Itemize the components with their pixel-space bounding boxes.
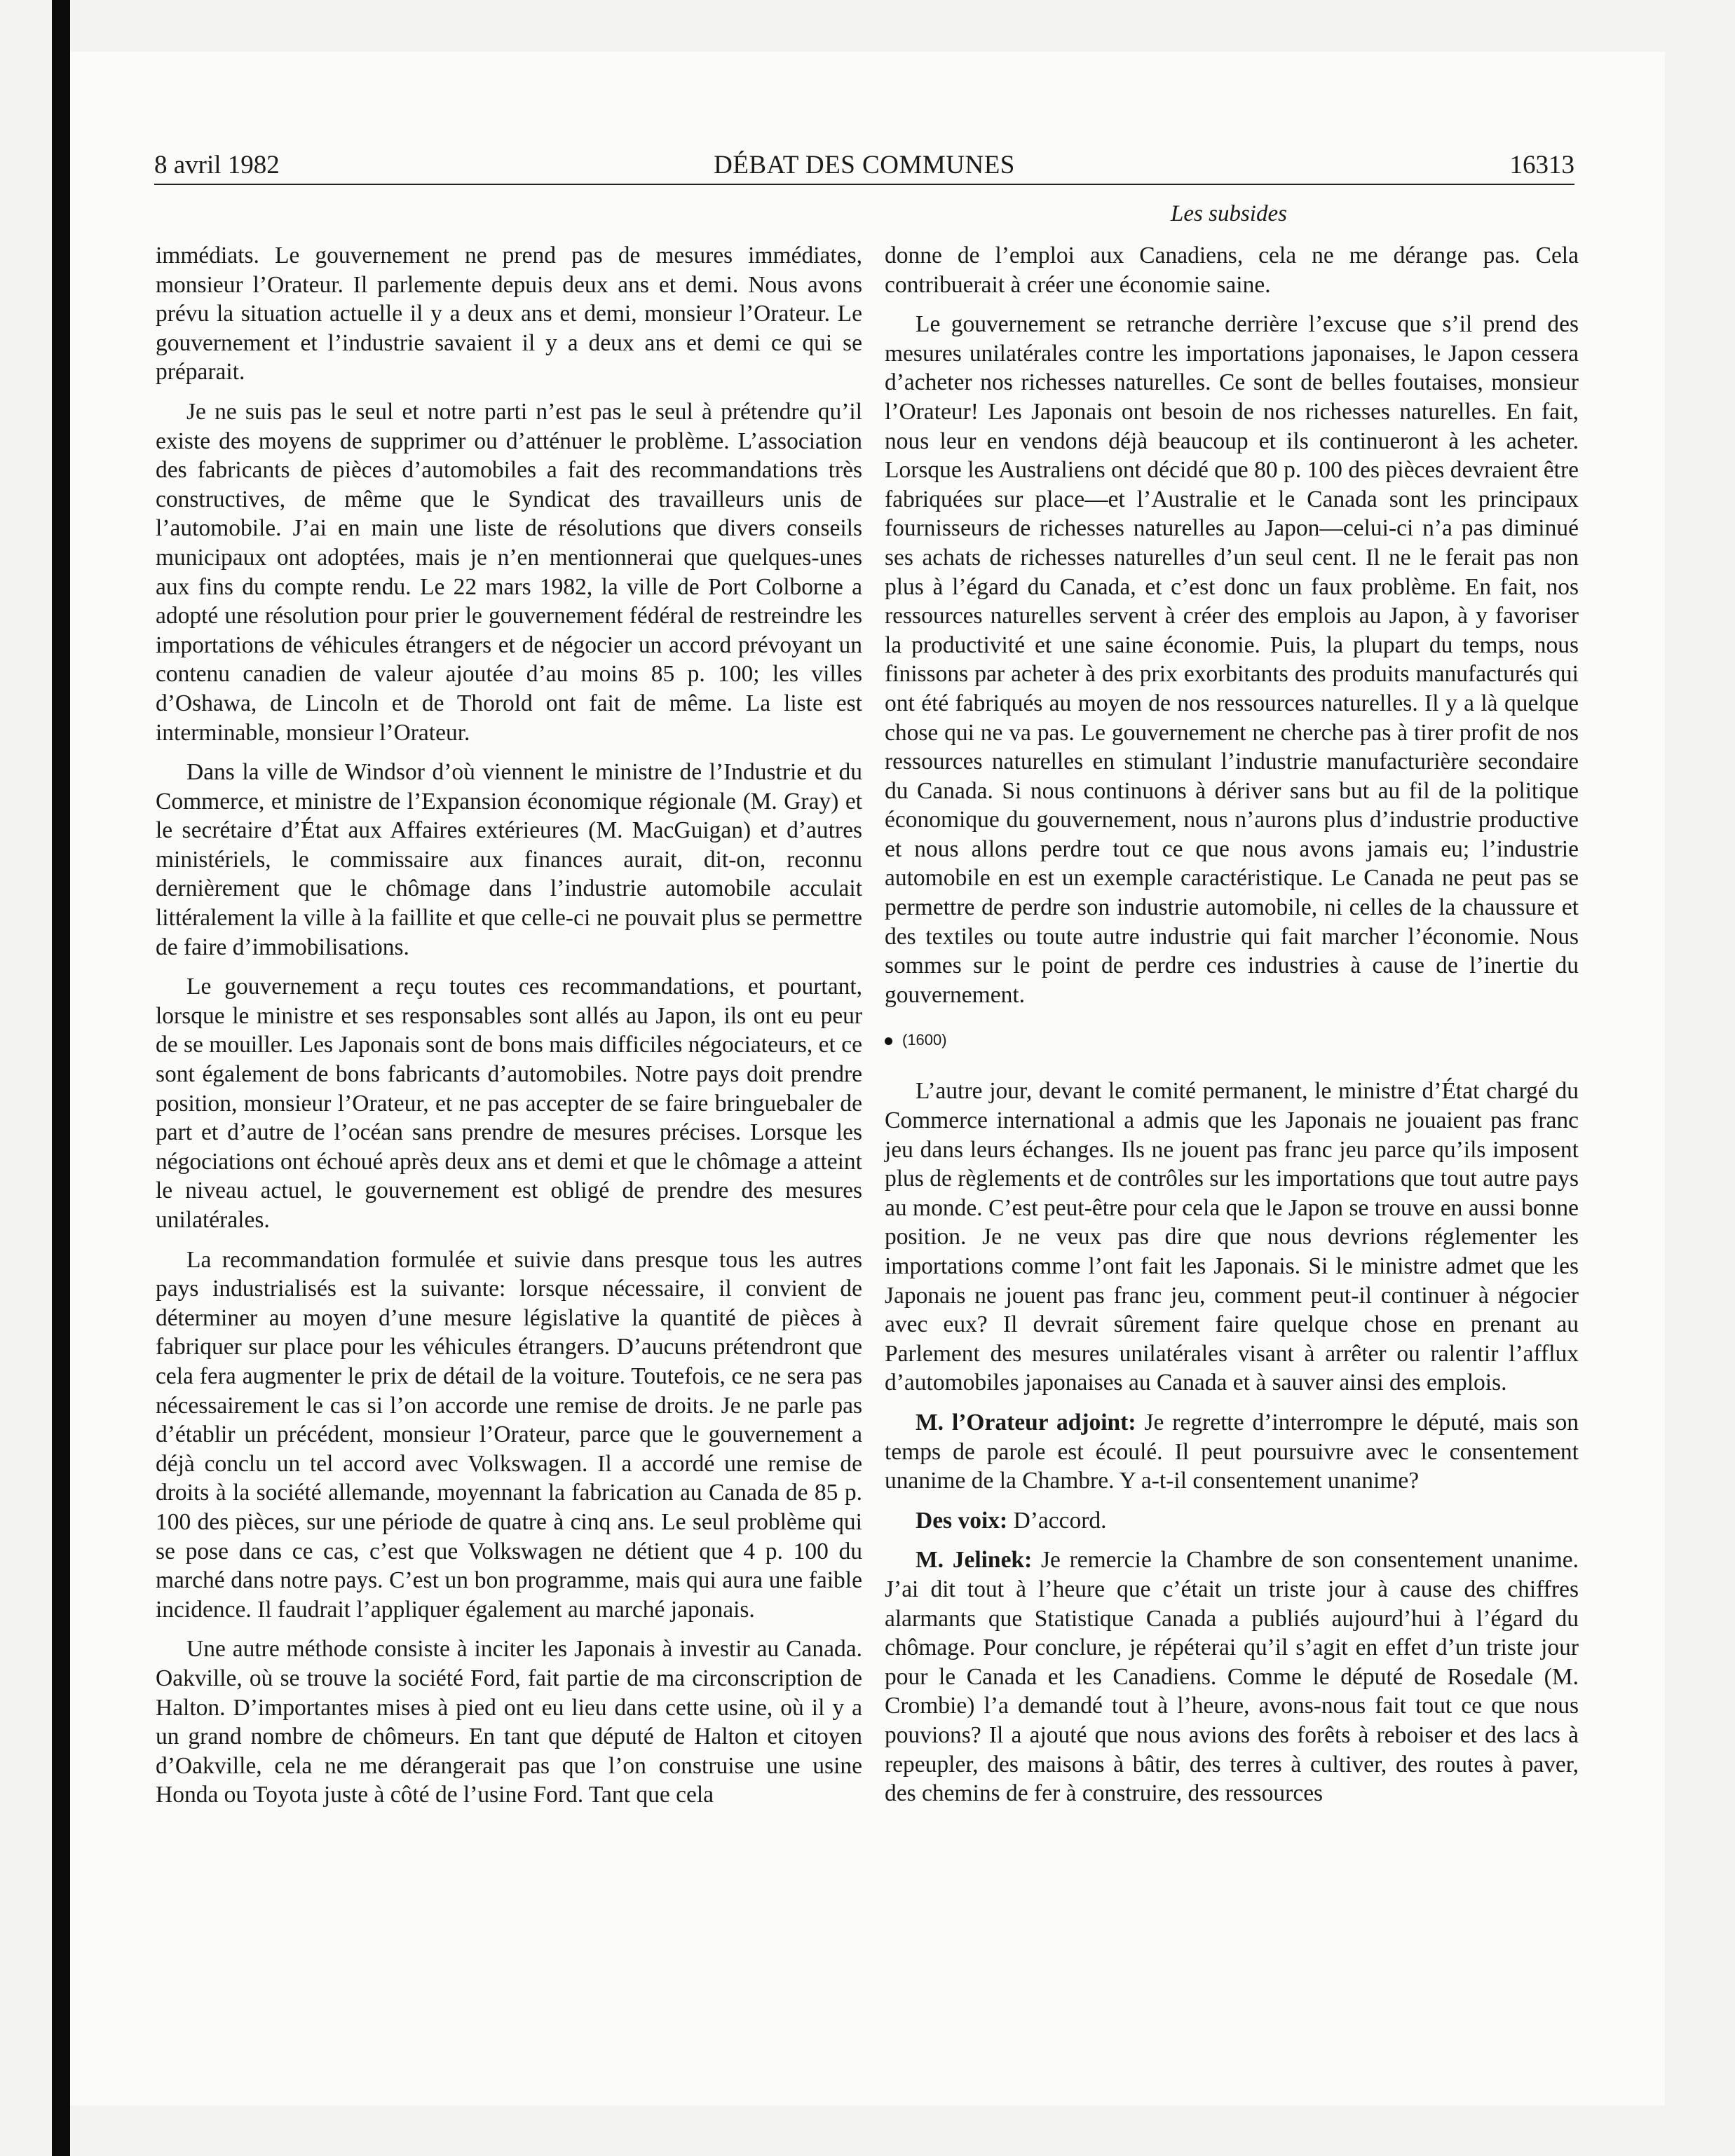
right-paragraph-2: Le gouvernement se retranche derrière l’excuse que s’il prend des mesures unilatérales contre les importations japonaises, le Japon cessera d’acheter nos richesses naturelles. Ce sont de belles foutaises, monsieur l’Orateur! Les Japonais ont besoin de nos richesses naturelles. En fait, nous leur en vendons déjà beaucoup et ils continueront à les acheter. Lorsque les Australiens ont décidé que 80 p. 100 des pièces devraient être fabriquées sur place—et l’Australie et le Canada sont les principaux fournisseurs de richesses naturelles au Japon—celui-ci n’a pas diminué ses achats de richesses naturelles d’un seul cent. Il ne le ferait pas non plus à l’égard du Canada, et c’est donc un faux problème. En fait, nos ressources naturelles servent à créer des emplois au Japon, à y favoriser la productivité et une saine économie. Puis, la plupart du temps, nous finissons par acheter à des prix exorbitants des produits manufacturés qui ont été fabriqués au moyen de nos ressources naturelles. Il y a là quelque chose qui ne va pas. Le gouvernement ne cherche pas à tirer profit de nos ressources naturelles en stimulant l’industrie manufacturière secondaire du Canada. Si nous continuons à dériver sans but au fil de la politique économique du gouvernement, nous n’aurons plus d’industrie productive et nous allons perdre tout ce que nous avons jamais eu; l’industrie automobile en est un exemple caractéristique. Le Canada ne peut pas se permettre de perdre son industrie automobile, ni celles de la chaussure et des textiles ou toute autre industrie qui fait marcher l’économie. Nous sommes sur le point de perdre ces industries à cause de l’inertie du gouvernement. — [885, 311, 1579, 1008]
left-paragraph-6: Une autre méthode consiste à inciter les Japonais à investir au Canada. Oakville, où se trouve la société Ford, fait partie de ma circonscription de Halton. D’importantes mises à pied ont eu lieu dans cette usine, où il y a un grand nombre de chômeurs. En tant que député de Halton et citoyen d’Oakville, cela ne me dérangerait pas que l’on construise une usine Honda ou Toyota juste à côté de l’usine Ford. Tant que cela — [156, 1636, 862, 1808]
speaker-label: M. l’Orateur adjoint: — [916, 1409, 1136, 1435]
left-paragraph-2: Je ne suis pas le seul et notre parti n’est pas le seul à prétendre qu’il existe des moyens de supprimer ou d’atténuer le problème. L’association des fabricants de pièces d’automobiles a fait des recommandations très constructives, de même que le Syndicat des travailleurs unis de l’automobile. J’ai en main une liste de résolutions que divers conseils municipaux ont adoptées, mais je n’en mentionnerai que quelques-unes aux fins du compte rendu. Le 22 mars 1982, la ville de Port Colborne a adopté une résolution pour prier le gouvernement fédéral de restreindre les importations de véhicules étrangers et de négocier un accord prévoyant un contenu canadien de valeur ajoutée d’au moins 85 p. 100; les villes d’Oshawa, de Lincoln et de Thorold ont fait de même. La liste est interminable, monsieur l’Orateur. — [156, 398, 862, 746]
speech-voices — [885, 1506, 1579, 1536]
speech-text: D’accord. — [1013, 1507, 1107, 1534]
time-marker-text: (1600) — [902, 1031, 947, 1049]
left-column — [156, 241, 862, 1820]
left-paragraph-4: Le gouvernement a reçu toutes ces recommandations, et pourtant, lorsque le ministre et ses responsables sont allés au Japon, ils ont eu peur de se mouiller. Les Japonais sont de bons mais difficiles négociateurs, et ce sont également de bons fabricants d’automobiles. Notre pays doit prendre position, monsieur l’Orateur, et ne pas accepter de se faire bringuebaler de part et d’autre de l’océan sans prendre de mesures précises. Lorsque les négociations ont échoué après deux ans et demi et que le chômage a atteint le niveau actuel, le gouvernement est obligé de prendre des mesures unilatérales. — [156, 974, 862, 1233]
right-paragraph-1: donne de l’emploi aux Canadiens, cela ne me dérange pas. Cela contribuerait à créer une économie saine. — [885, 243, 1579, 298]
speaker-label: M. Jelinek: — [916, 1547, 1033, 1574]
bullet-icon — [885, 1037, 892, 1045]
header-page-number: 16313 — [1509, 151, 1574, 179]
section-title: Les subsides — [1171, 201, 1287, 226]
header-publication: DÉBAT DES COMMUNES — [714, 151, 1015, 179]
speech-deputy-speaker — [885, 1408, 1579, 1496]
scan-edge — [52, 0, 70, 2156]
speech-text: Je remercie la Chambre de son consentement unanime. J’ai dit tout à l’heure que c’était un triste jour à cause des chiffres alarmants que Statistique Canada a publiés aujourd’hui à l’égard du chômage. Pour conclure, je répéterai qu’il s’agit en effet d’un triste jour pour le Canada et les Canadiens. Comme le député de Rosedale (M. Crombie) l’a demandé tout à l’heure, avons-nous fait tout ce que nous pouvions? Il a ajouté que nous avions des forêts à reboiser et des lacs à repeupler, des maisons à bâtir, des terres à cultiver, des routes à paver, des chemins de fer à construire, des ressources — [885, 1547, 1579, 1807]
header-date: 8 avril 1982 — [154, 151, 280, 179]
time-marker — [885, 1028, 1579, 1053]
right-paragraph-3: L’autre jour, devant le comité permanent, le ministre d’État chargé du Commerce international a admis que les Japonais ne jouaient pas franc jeu dans leurs échanges. Ils ne jouent pas franc jeu parce qu’ils imposent plus de règlements et de contrôles sur les importations que tout autre pays au monde. C’est peut-être pour cela que le Japon se trouve en aussi bonne position. Je ne veux pas dire que nous devrions réglementer les importations comme l’ont fait les Japonais. Si le ministre admet que les Japonais ne jouent pas franc jeu, comment peut-il continuer à négocier avec eux? Il devrait sûrement faire quelque chose en prenant au Parlement des mesures unilatérales visant à arrêter ou ralentir l’afflux d’automobiles japonaises au Canada et à sauver ainsi des emplois. — [885, 1078, 1579, 1396]
speaker-label: Des voix: — [916, 1507, 1008, 1534]
page-header — [154, 150, 1574, 181]
speech-text: Je regrette d’interrompre le député, mais son temps de parole est écoulé. Il peut poursuivre avec le consentement unanime de la Chambre. Y a-t-il consentement unanime? — [885, 1409, 1579, 1494]
right-column — [885, 241, 1579, 1819]
left-paragraph-3: Dans la ville de Windsor d’où viennent le ministre de l’Industrie et du Commerce, et ministre de l’Expansion économique régionale (M. Gray) et le secrétaire d’État aux Affaires extérieures (M. MacGuigan) et d’autres ministériels, le commissaire aux finances aurait, dit-on, reconnu dernièrement que le chômage dans l’industrie automobile acculait littéralement la ville à la faillite et que celle-ci ne pouvait plus se permettre de faire d’immobilisations. — [156, 759, 862, 960]
left-paragraph-1: immédiats. Le gouvernement ne prend pas de mesures immédiates, monsieur l’Orateur. Il parlemente depuis deux ans et demi. Nous avons prévu la situation actuelle il y a deux ans et demi, monsieur l’Orateur. Le gouvernement et l’industrie savaient il y a deux ans et demi ce qui se préparait. — [156, 243, 862, 386]
left-paragraph-5: La recommandation formulée et suivie dans presque tous les autres pays industrialisés est la suivante: lorsque nécessaire, il convient de déterminer au moyen d’une mesure législative la quantité de pièces à fabriquer sur place pour les véhicules étrangers. D’aucuns prétendront que cela fera augmenter le prix de détail de la voiture. Toutefois, ce ne sera pas nécessairement le cas si l’on accorde une remise de droits. Je ne parle pas d’établir un précédent, monsieur l’Orateur, parce que le gouvernement a déjà conclu un tel accord avec Volkswagen. Il a accordé une remise de droits à la société allemande, moyennant la fabrication au Canada de 85 p. 100 des pièces, sur une période de quatre à cinq ans. Le seul problème qui se pose dans ce cas, c’est que Volkswagen ne détient que 4 p. 100 du marché dans notre pays. C’est un bon programme, mais qui aura une faible incidence. Il faudrait l’appliquer également au marché japonais. — [156, 1246, 862, 1623]
speech-jelinek — [885, 1546, 1579, 1808]
header-rule — [154, 184, 1574, 185]
